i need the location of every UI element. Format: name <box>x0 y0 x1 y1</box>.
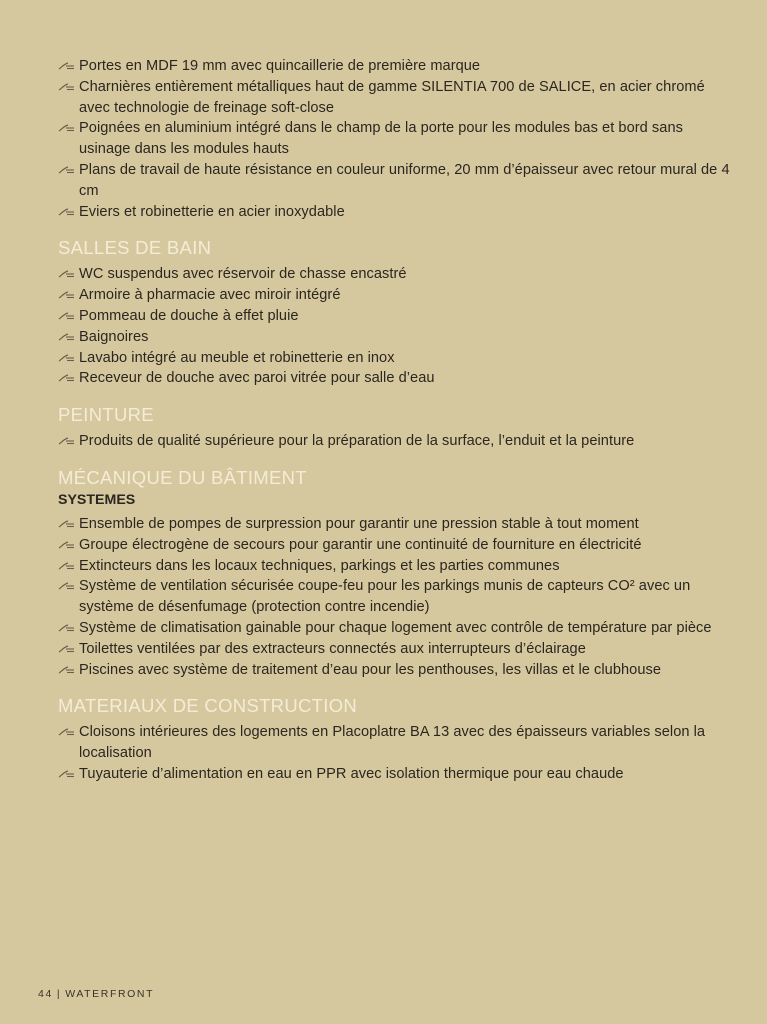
list-item-text: Ensemble de pompes de surpression pour garantir une pression stable à tout moment <box>79 515 639 532</box>
list-item <box>58 576 738 618</box>
wave-arrow-icon <box>58 207 76 217</box>
footer-separator: | <box>56 988 62 1000</box>
list-item-text: Système de climatisation gainable pour chaque logement avec contrôle de température par pièce <box>79 619 712 636</box>
wave-arrow-icon <box>58 61 76 71</box>
list-item <box>58 348 738 369</box>
wave-arrow-icon <box>58 540 76 550</box>
list-item <box>58 118 738 160</box>
list-item-text: Extincteurs dans les locaux techniques, parkings et les parties communes <box>79 557 560 574</box>
list-item <box>58 639 738 660</box>
wave-arrow-icon <box>58 436 76 446</box>
list-item-text: Tuyauterie d’alimentation en eau en PPR avec isolation thermique pour eau chaude <box>79 765 624 782</box>
section-title-mecanique: MÉCANIQUE DU BÂTIMENT <box>58 466 307 488</box>
intro-list <box>58 56 738 222</box>
list-item <box>58 514 738 535</box>
list-item-text: Produits de qualité supérieure pour la préparation de la surface, l’enduit et la peinture <box>79 433 635 450</box>
list-item <box>58 202 738 223</box>
list-item <box>58 327 738 348</box>
list-item <box>58 618 738 639</box>
page-number: 44 <box>38 988 53 1000</box>
list-item-text: Pommeau de douche à effet pluie <box>79 307 299 324</box>
list-item-text: Groupe électrogène de secours pour garantir une continuité de fourniture en électricité <box>79 536 642 553</box>
list-item-text: Poignées en aluminium intégré dans le champ de la porte pour les modules bas et bord sans usinage dans les modules hauts <box>79 120 683 158</box>
list-item-text: Eviers et robinetterie en acier inoxydable <box>79 203 345 220</box>
wave-arrow-icon <box>58 727 76 737</box>
page-footer <box>38 988 154 1000</box>
wave-arrow-icon <box>58 353 76 363</box>
materiaux-list <box>58 722 738 784</box>
list-item-text: Armoire à pharmacie avec miroir intégré <box>79 287 341 304</box>
list-item <box>58 764 738 785</box>
brand-name: WATERFRONT <box>65 988 155 1000</box>
list-item-text: WC suspendus avec réservoir de chasse encastré <box>79 266 407 283</box>
list-item <box>58 56 738 77</box>
list-item <box>58 556 738 577</box>
list-item <box>58 660 738 681</box>
list-item <box>58 77 738 119</box>
wave-arrow-icon <box>58 165 76 175</box>
wave-arrow-icon <box>58 123 76 133</box>
wave-arrow-icon <box>58 82 76 92</box>
list-item <box>58 535 738 556</box>
wave-arrow-icon <box>58 519 76 529</box>
list-item-text: Piscines avec système de traitement d’eau pour les penthouses, les villas et le clubhouse <box>79 661 662 678</box>
mecanique-list <box>58 514 738 680</box>
list-item-text: Portes en MDF 19 mm avec quincaillerie de première marque <box>79 58 481 74</box>
list-item-text: Système de ventilation sécurisée coupe-feu pour les parkings munis de capteurs CO² avec un système de désenfumage (protection contre incendie) <box>79 578 691 616</box>
wave-arrow-icon <box>58 644 76 654</box>
list-item-text: Toilettes ventilées par des extracteurs connectés aux interrupteurs d’éclairage <box>79 640 586 657</box>
section-title-salles-de-bain: SALLES DE BAIN <box>58 237 212 259</box>
peinture-list <box>58 431 738 452</box>
list-item-text: Lavabo intégré au meuble et robinetterie en inox <box>79 349 395 366</box>
wave-arrow-icon <box>58 665 76 675</box>
list-item <box>58 368 738 389</box>
list-item <box>58 722 738 764</box>
wave-arrow-icon <box>58 332 76 342</box>
subsection-title-systemes: SYSTEMES <box>58 491 136 508</box>
list-item-text: Cloisons intérieures des logements en Placoplatre BA 13 avec des épaisseurs variables selon la localisation <box>79 724 706 762</box>
list-item-text: Receveur de douche avec paroi vitrée pour salle d’eau <box>79 370 435 387</box>
section-title-materiaux: MATERIAUX DE CONSTRUCTION <box>58 695 358 717</box>
list-item-text: Plans de travail de haute résistance en couleur uniforme, 20 mm d’épaisseur avec retour mural de 4 cm <box>79 161 730 199</box>
list-item <box>58 160 738 202</box>
wave-arrow-icon <box>58 623 76 633</box>
list-item <box>58 264 738 285</box>
wave-arrow-icon <box>58 373 76 383</box>
list-item <box>58 285 738 306</box>
salles-de-bain-list <box>58 264 738 389</box>
wave-arrow-icon <box>58 581 76 591</box>
list-item-text: Baignoires <box>79 328 149 345</box>
wave-arrow-icon <box>58 311 76 321</box>
wave-arrow-icon <box>58 769 76 779</box>
list-item-text: Charnières entièrement métalliques haut de gamme SILENTIA 700 de SALICE, en acier chromé avec technologie de freinage soft-close <box>79 78 705 116</box>
section-title-peinture: PEINTURE <box>58 404 154 426</box>
list-item <box>58 306 738 327</box>
page-content <box>58 56 738 785</box>
wave-arrow-icon <box>58 561 76 571</box>
list-item <box>58 431 738 452</box>
wave-arrow-icon <box>58 290 76 300</box>
wave-arrow-icon <box>58 269 76 279</box>
